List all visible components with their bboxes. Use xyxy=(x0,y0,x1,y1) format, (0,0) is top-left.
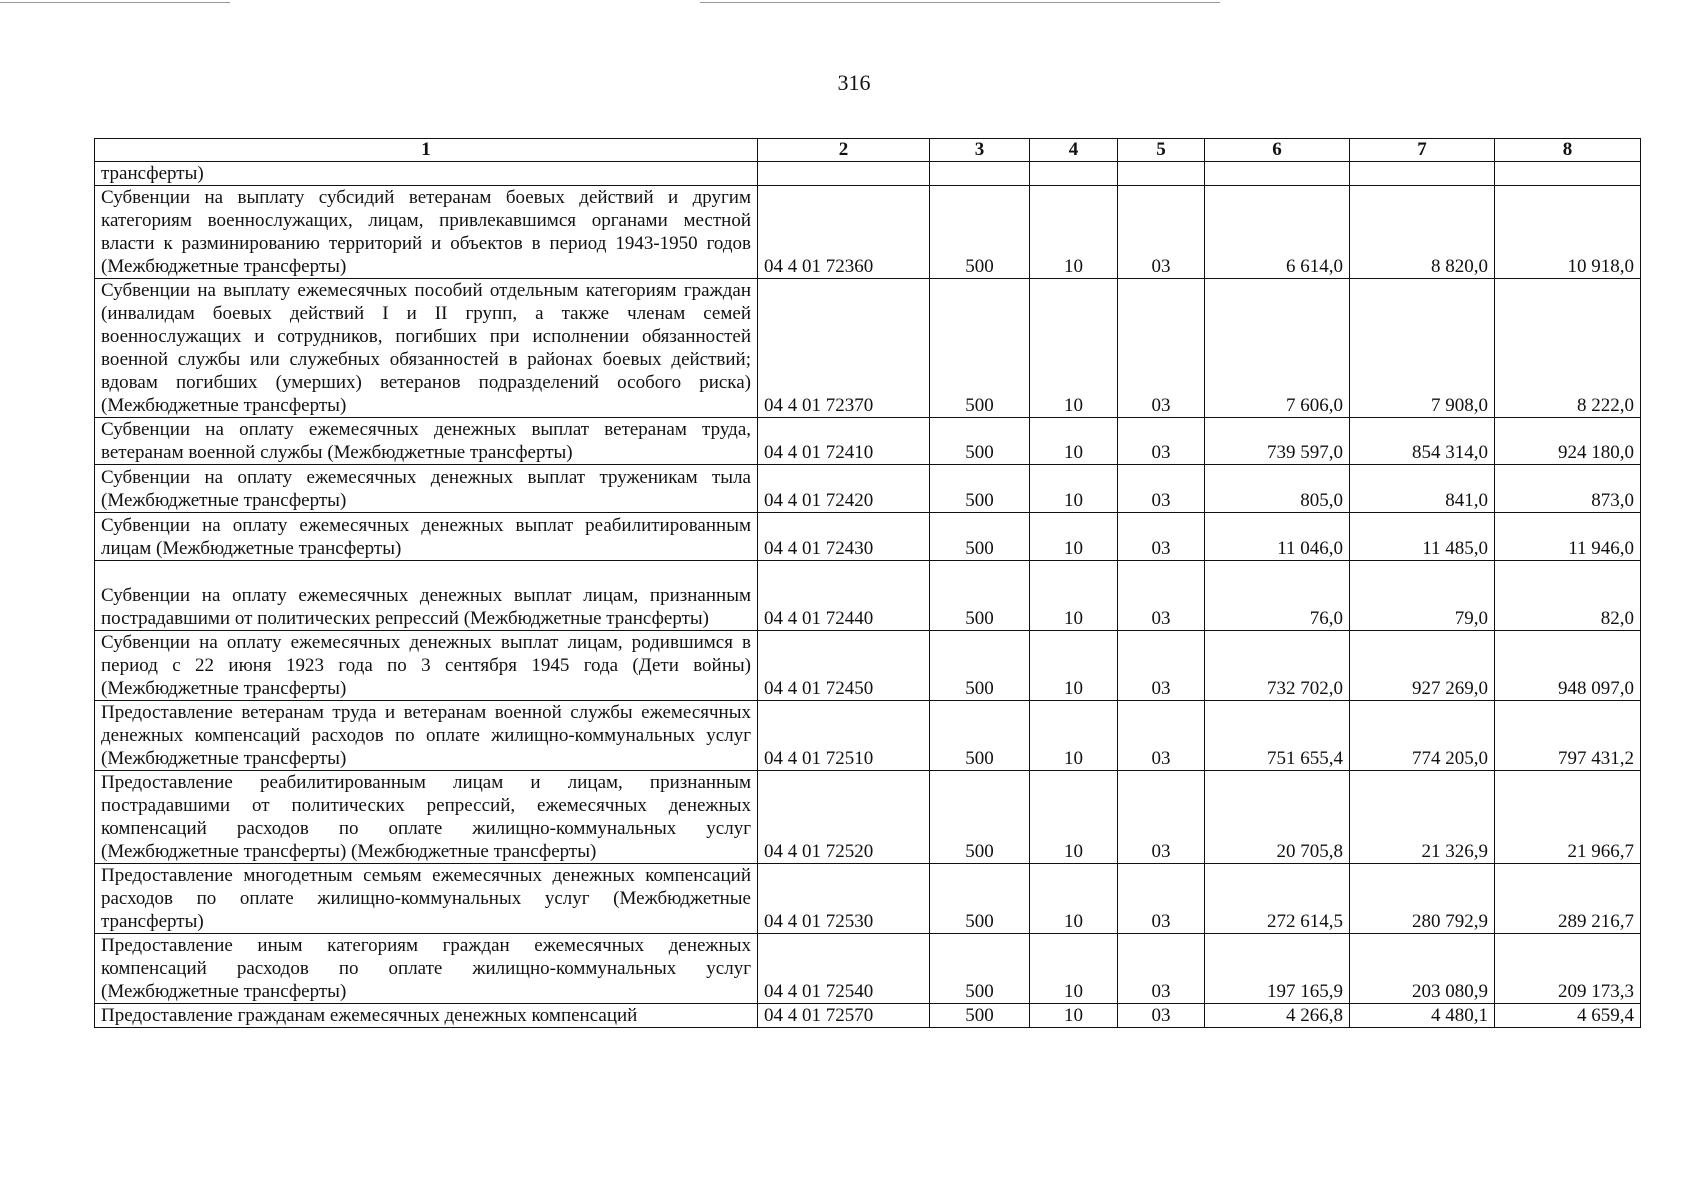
row-col5: 03 xyxy=(1118,465,1205,513)
table-row xyxy=(95,864,1641,934)
row-description: Предоставление реабилитированным лицам и лицам, признанным пострадавшими от политических репрессий, ежемесячных денежных компенсаций расходов по оплате жилищно-коммунальных услуг (Межбюджетные трансферты) (Межбюджетные трансферты) xyxy=(95,771,758,864)
row-value-col7: 854 314,0 xyxy=(1350,418,1495,465)
row-code: 04 4 01 72370 xyxy=(758,279,930,418)
row-col4 xyxy=(1030,162,1118,186)
row-col4: 10 xyxy=(1030,279,1118,418)
row-value-col6: 6 614,0 xyxy=(1205,186,1350,279)
row-value-col6: 76,0 xyxy=(1205,561,1350,631)
row-col5: 03 xyxy=(1118,186,1205,279)
row-value-col7 xyxy=(1350,162,1495,186)
row-description: Предоставление гражданам ежемесячных денежных компенсаций xyxy=(95,1004,758,1028)
row-value-col6: 751 655,4 xyxy=(1205,701,1350,771)
row-description: Субвенции на оплату ежемесячных денежных выплат лицам, родившимся в период с 22 июня 1923 года по 3 сентября 1945 года (Дети войны) (Межбюджетные трансферты) xyxy=(95,631,758,701)
table-row xyxy=(95,465,1641,513)
row-col4: 10 xyxy=(1030,513,1118,561)
row-col4: 10 xyxy=(1030,465,1118,513)
row-value-col6 xyxy=(1205,162,1350,186)
row-col5: 03 xyxy=(1118,934,1205,1004)
scan-edge-line-left xyxy=(0,2,230,3)
table-row xyxy=(95,631,1641,701)
row-value-col6: 20 705,8 xyxy=(1205,771,1350,864)
budget-table xyxy=(94,138,1641,1028)
row-value-col8: 924 180,0 xyxy=(1495,418,1641,465)
row-col5: 03 xyxy=(1118,513,1205,561)
column-header: 1 xyxy=(95,139,758,162)
row-value-col8: 82,0 xyxy=(1495,561,1641,631)
table-body xyxy=(95,162,1641,1028)
row-value-col7: 280 792,9 xyxy=(1350,864,1495,934)
row-col5: 03 xyxy=(1118,1004,1205,1028)
row-col3: 500 xyxy=(930,631,1030,701)
column-header: 4 xyxy=(1030,139,1118,162)
row-value-col7: 774 205,0 xyxy=(1350,701,1495,771)
row-code xyxy=(758,162,930,186)
row-description: Субвенции на выплату ежемесячных пособий отдельным категориям граждан (инвалидам боевых действий I и II групп, а также членам семей военнослужащих и сотрудников, погибших при исполнении обязанностей военной службы или служебных обязанностей в районах боевых действий; вдовам погибших (умерших) ветеранов подразделений особого риска) (Межбюджетные трансферты) xyxy=(95,279,758,418)
row-value-col8: 797 431,2 xyxy=(1495,701,1641,771)
row-col4: 10 xyxy=(1030,1004,1118,1028)
table-row xyxy=(95,561,1641,631)
column-header: 7 xyxy=(1350,139,1495,162)
row-code: 04 4 01 72410 xyxy=(758,418,930,465)
row-col4: 10 xyxy=(1030,934,1118,1004)
row-code: 04 4 01 72430 xyxy=(758,513,930,561)
row-col3: 500 xyxy=(930,465,1030,513)
row-value-col8: 948 097,0 xyxy=(1495,631,1641,701)
row-col4: 10 xyxy=(1030,701,1118,771)
row-col4: 10 xyxy=(1030,418,1118,465)
table-row xyxy=(95,279,1641,418)
row-code: 04 4 01 72530 xyxy=(758,864,930,934)
row-value-col6: 732 702,0 xyxy=(1205,631,1350,701)
row-value-col8 xyxy=(1495,162,1641,186)
row-code: 04 4 01 72510 xyxy=(758,701,930,771)
row-col4: 10 xyxy=(1030,864,1118,934)
row-value-col7: 927 269,0 xyxy=(1350,631,1495,701)
row-value-col7: 79,0 xyxy=(1350,561,1495,631)
row-value-col8: 289 216,7 xyxy=(1495,864,1641,934)
row-col3: 500 xyxy=(930,1004,1030,1028)
table-row xyxy=(95,162,1641,186)
row-value-col6: 805,0 xyxy=(1205,465,1350,513)
row-value-col6: 197 165,9 xyxy=(1205,934,1350,1004)
row-description: Предоставление иным категориям граждан ежемесячных денежных компенсаций расходов по оплате жилищно-коммунальных услуг (Межбюджетные трансферты) xyxy=(95,934,758,1004)
row-col5: 03 xyxy=(1118,561,1205,631)
row-code: 04 4 01 72520 xyxy=(758,771,930,864)
row-value-col8: 8 222,0 xyxy=(1495,279,1641,418)
row-col5: 03 xyxy=(1118,418,1205,465)
row-col5: 03 xyxy=(1118,771,1205,864)
row-col5: 03 xyxy=(1118,864,1205,934)
row-value-col7: 203 080,9 xyxy=(1350,934,1495,1004)
row-description: Субвенции на оплату ежемесячных денежных выплат труженикам тыла (Межбюджетные трансферты) xyxy=(95,465,758,513)
row-description: трансферты) xyxy=(95,162,758,186)
table-row xyxy=(95,701,1641,771)
row-code: 04 4 01 72450 xyxy=(758,631,930,701)
row-code: 04 4 01 72420 xyxy=(758,465,930,513)
table-row xyxy=(95,934,1641,1004)
table-row xyxy=(95,1004,1641,1028)
row-col4: 10 xyxy=(1030,631,1118,701)
row-col3: 500 xyxy=(930,934,1030,1004)
row-col4: 10 xyxy=(1030,771,1118,864)
row-value-col6: 7 606,0 xyxy=(1205,279,1350,418)
row-value-col8: 11 946,0 xyxy=(1495,513,1641,561)
table-row xyxy=(95,418,1641,465)
row-value-col7: 841,0 xyxy=(1350,465,1495,513)
row-col4: 10 xyxy=(1030,186,1118,279)
row-value-col8: 4 659,4 xyxy=(1495,1004,1641,1028)
row-col3: 500 xyxy=(930,771,1030,864)
row-value-col8: 873,0 xyxy=(1495,465,1641,513)
row-description: Предоставление ветеранам труда и ветеранам военной службы ежемесячных денежных компенсаций расходов по оплате жилищно-коммунальных услуг (Межбюджетные трансферты) xyxy=(95,701,758,771)
row-col5: 03 xyxy=(1118,701,1205,771)
row-col3: 500 xyxy=(930,279,1030,418)
column-header: 5 xyxy=(1118,139,1205,162)
row-description: Субвенции на оплату ежемесячных денежных выплат лицам, признанным пострадавшими от политических репрессий (Межбюджетные трансферты) xyxy=(95,561,758,631)
row-description: Субвенции на оплату ежемесячных денежных выплат реабилитированным лицам (Межбюджетные трансферты) xyxy=(95,513,758,561)
table-row xyxy=(95,186,1641,279)
page-number: 316 xyxy=(837,70,871,95)
row-col5 xyxy=(1118,162,1205,186)
row-col5: 03 xyxy=(1118,279,1205,418)
row-description: Субвенции на оплату ежемесячных денежных выплат ветеранам труда, ветеранам военной службы (Межбюджетные трансферты) xyxy=(95,418,758,465)
row-value-col7: 8 820,0 xyxy=(1350,186,1495,279)
table-row xyxy=(95,513,1641,561)
row-value-col7: 21 326,9 xyxy=(1350,771,1495,864)
row-col5: 03 xyxy=(1118,631,1205,701)
table-row xyxy=(95,771,1641,864)
table-header-row xyxy=(95,139,1641,162)
column-header: 6 xyxy=(1205,139,1350,162)
row-col3: 500 xyxy=(930,561,1030,631)
row-col3 xyxy=(930,162,1030,186)
row-col3: 500 xyxy=(930,864,1030,934)
row-col4: 10 xyxy=(1030,561,1118,631)
row-col3: 500 xyxy=(930,186,1030,279)
column-header: 3 xyxy=(930,139,1030,162)
row-value-col7: 4 480,1 xyxy=(1350,1004,1495,1028)
row-value-col8: 21 966,7 xyxy=(1495,771,1641,864)
row-value-col6: 272 614,5 xyxy=(1205,864,1350,934)
row-col3: 500 xyxy=(930,513,1030,561)
column-header: 8 xyxy=(1495,139,1641,162)
row-value-col6: 739 597,0 xyxy=(1205,418,1350,465)
scan-edge-line-center xyxy=(700,2,1220,3)
row-description: Предоставление многодетным семьям ежемесячных денежных компенсаций расходов по оплате жилищно-коммунальных услуг (Межбюджетные трансферты) xyxy=(95,864,758,934)
row-code: 04 4 01 72360 xyxy=(758,186,930,279)
row-value-col6: 4 266,8 xyxy=(1205,1004,1350,1028)
row-value-col8: 10 918,0 xyxy=(1495,186,1641,279)
row-value-col7: 11 485,0 xyxy=(1350,513,1495,561)
row-col3: 500 xyxy=(930,701,1030,771)
row-code: 04 4 01 72570 xyxy=(758,1004,930,1028)
row-value-col7: 7 908,0 xyxy=(1350,279,1495,418)
row-col3: 500 xyxy=(930,418,1030,465)
row-description: Субвенции на выплату субсидий ветеранам боевых действий и другим категориям военнослужащих, лицам, привлекавшимся органами местной власти к разминированию территорий и объектов в период 1943-1950 годов (Межбюджетные трансферты) xyxy=(95,186,758,279)
row-value-col8: 209 173,3 xyxy=(1495,934,1641,1004)
row-value-col6: 11 046,0 xyxy=(1205,513,1350,561)
row-code: 04 4 01 72440 xyxy=(758,561,930,631)
row-code: 04 4 01 72540 xyxy=(758,934,930,1004)
column-header: 2 xyxy=(758,139,930,162)
